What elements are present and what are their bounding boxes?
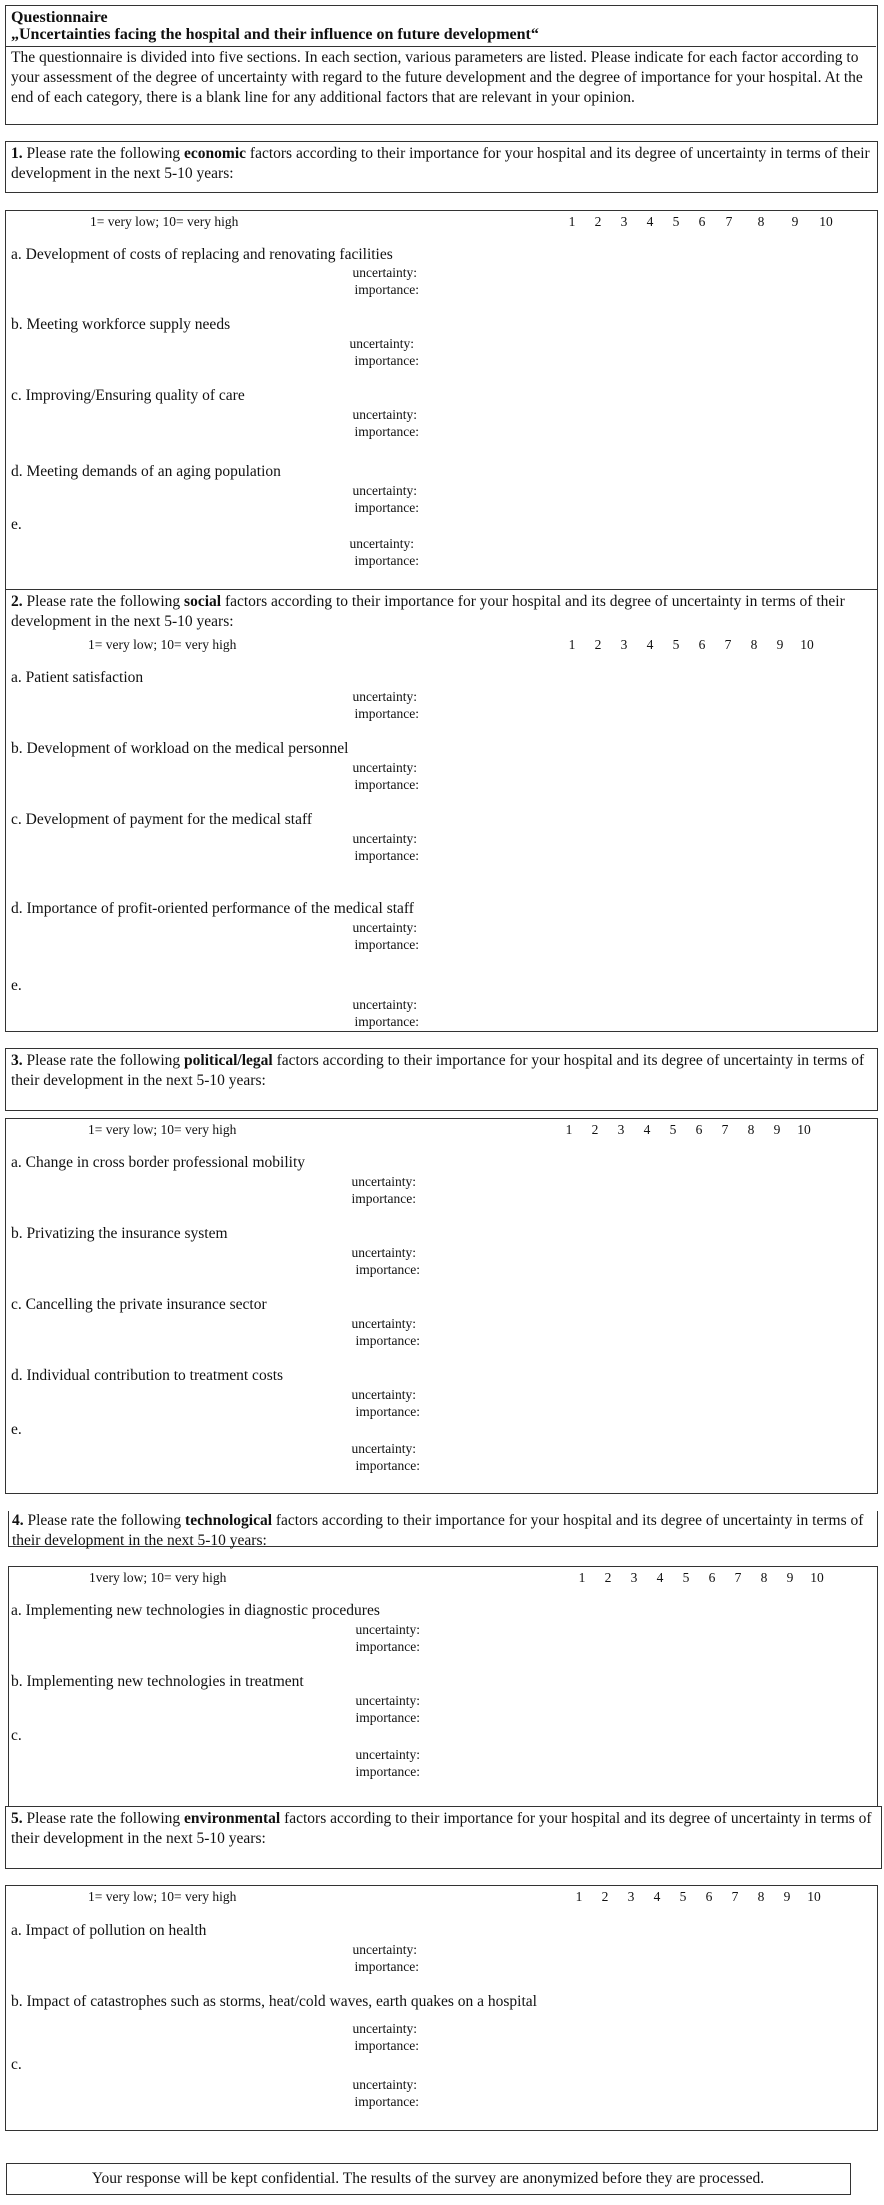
scale-number: 2 xyxy=(601,1889,609,1904)
uncertainty-label: uncertainty: xyxy=(351,1245,416,1260)
section-5-prompt-box xyxy=(5,1806,882,1869)
scale-number: 10 xyxy=(800,637,814,652)
scale-number: 2 xyxy=(604,1570,612,1585)
scale-number: 9 xyxy=(773,1122,781,1137)
factor-item-blank: c. xyxy=(11,1727,22,1744)
importance-label: importance: xyxy=(354,353,419,368)
uncertainty-label: uncertainty: xyxy=(351,1316,416,1331)
importance-label: importance: xyxy=(355,1262,420,1277)
importance-label: importance: xyxy=(354,2038,419,2053)
factor-item: b. Privatizing the insurance system xyxy=(11,1225,228,1242)
scale-number: 5 xyxy=(682,1570,690,1585)
section-number: 4. xyxy=(12,1512,24,1529)
scale-number: 10 xyxy=(810,1570,824,1585)
uncertainty-label: uncertainty: xyxy=(352,831,417,846)
uncertainty-label: uncertainty: xyxy=(352,407,417,422)
scale-numbers xyxy=(566,1889,828,1905)
scale-number: 1 xyxy=(575,1889,583,1904)
uncertainty-label: uncertainty: xyxy=(352,760,417,775)
importance-label: importance: xyxy=(354,500,419,515)
uncertainty-label: uncertainty: xyxy=(352,997,417,1012)
scale-number: 4 xyxy=(646,637,654,652)
factor-item: b. Implementing new technologies in treatment xyxy=(11,1673,304,1690)
importance-label: importance: xyxy=(354,1014,419,1029)
scale-number: 7 xyxy=(724,637,732,652)
factor-item: a. Impact of pollution on health xyxy=(11,1922,207,1939)
scale-number: 6 xyxy=(695,1122,703,1137)
scale-number: 10 xyxy=(797,1122,811,1137)
scale-number: 3 xyxy=(627,1889,635,1904)
scale-number: 1 xyxy=(578,1570,586,1585)
uncertainty-label: uncertainty: xyxy=(351,1441,416,1456)
factor-item-blank: e. xyxy=(11,977,22,994)
section-4-items-box xyxy=(8,1566,878,1806)
section-3-items-box xyxy=(5,1118,878,1494)
factor-item: b. Development of workload on the medical personnel xyxy=(11,740,349,757)
section-5-items-box xyxy=(5,1885,878,2131)
scale-number: 8 xyxy=(747,1122,755,1137)
factor-item: a. Change in cross border professional mobility xyxy=(11,1154,306,1171)
importance-label: importance: xyxy=(355,1764,420,1779)
scale-number: 9 xyxy=(776,637,784,652)
section-1-prompt-box xyxy=(5,141,878,193)
importance-label: importance: xyxy=(354,282,419,297)
scale-number: 6 xyxy=(705,1889,713,1904)
scale-label: 1very low; 10= very high xyxy=(89,1570,227,1585)
factor-item: d. Importance of profit-oriented performance of the medical staff xyxy=(11,900,414,917)
section-3-prompt-box xyxy=(5,1048,878,1111)
scale-number: 5 xyxy=(679,1889,687,1904)
scale-number: 10 xyxy=(819,214,833,229)
section-number: 3. xyxy=(11,1052,23,1069)
importance-label: importance: xyxy=(354,848,419,863)
uncertainty-label: uncertainty: xyxy=(352,483,417,498)
section-2-items-box xyxy=(5,636,878,1032)
uncertainty-label: uncertainty: xyxy=(355,1747,420,1762)
section-3-prompt xyxy=(11,1051,873,1091)
section-category: social xyxy=(184,593,222,610)
scale-number: 7 xyxy=(725,214,733,229)
section-4-prompt xyxy=(12,1511,876,1551)
prompt-text: Please rate the following xyxy=(22,145,185,162)
uncertainty-label: uncertainty: xyxy=(352,265,417,280)
prompt-text: factors according to their importance for your hospital and its degree of uncertainty in terms of their development in the next 5-10 years: xyxy=(11,1052,865,1089)
section-1-items-box xyxy=(5,210,878,590)
importance-label: importance: xyxy=(355,1458,420,1473)
section-2-prompt xyxy=(11,592,873,632)
scale-number: 6 xyxy=(698,214,706,229)
scale-numbers xyxy=(559,214,841,230)
prompt-text: factors according to their importance for your hospital and its degree of uncertainty in terms of their development in the next 5-10 years: xyxy=(11,1810,872,1847)
header-box xyxy=(5,5,878,125)
factor-item: a. Development of costs of replacing and renovating facilities xyxy=(11,246,393,263)
confidentiality-note: Your response will be kept confidential. The results of the survey are anonymized before they are processed. xyxy=(91,2170,765,2187)
importance-label: importance: xyxy=(355,1404,420,1419)
scale-number: 5 xyxy=(669,1122,677,1137)
scale-numbers xyxy=(556,1122,818,1138)
section-number: 1. xyxy=(11,145,23,162)
scale-number: 3 xyxy=(620,637,628,652)
scale-number: 7 xyxy=(731,1889,739,1904)
scale-number: 1 xyxy=(568,637,576,652)
prompt-text: Please rate the following xyxy=(23,1512,186,1529)
factor-item: d. Meeting demands of an aging population xyxy=(11,463,281,480)
section-category: environmental xyxy=(184,1810,281,1827)
prompt-text: factors according to their importance for your hospital and its degree of uncertainty in terms of their development in the next 5-10 years: xyxy=(11,593,845,630)
uncertainty-label: uncertainty: xyxy=(352,2077,417,2092)
scale-number: 7 xyxy=(721,1122,729,1137)
uncertainty-label: uncertainty: xyxy=(355,1622,420,1637)
header-divider xyxy=(6,46,876,47)
factor-item: c. Cancelling the private insurance sector xyxy=(11,1296,267,1313)
importance-label: importance: xyxy=(355,1333,420,1348)
factor-item: c. Development of payment for the medical staff xyxy=(11,811,312,828)
factor-item: d. Individual contribution to treatment costs xyxy=(11,1367,284,1384)
intro-text: The questionnaire is divided into five sections. In each section, various parameters are listed. Please indicate for each factor according to your assessment of the degree of uncertainty with regard to the future development and the degree of importance for your hospital. At the end of each category, there is a blank line for any additional factors that are relevant in your opinion. xyxy=(11,49,863,106)
scale-number: 1 xyxy=(568,214,576,229)
uncertainty-label: uncertainty: xyxy=(352,689,417,704)
scale-label: 1= very low; 10= very high xyxy=(88,1122,237,1137)
factor-item: a. Patient satisfaction xyxy=(11,669,144,686)
scale-number: 3 xyxy=(620,214,628,229)
section-category: political/legal xyxy=(184,1052,273,1069)
factor-item: c. Improving/Ensuring quality of care xyxy=(11,387,245,404)
scale-number: 6 xyxy=(708,1570,716,1585)
uncertainty-label: uncertainty: xyxy=(352,920,417,935)
scale-number: 9 xyxy=(791,214,799,229)
scale-number: 2 xyxy=(594,214,602,229)
scale-number: 5 xyxy=(672,637,680,652)
scale-number: 8 xyxy=(757,1889,765,1904)
scale-number: 3 xyxy=(630,1570,638,1585)
factor-item: a. Implementing new technologies in diagnostic procedures xyxy=(11,1602,380,1619)
confidentiality-box xyxy=(6,2163,851,2195)
section-1-prompt xyxy=(11,144,871,184)
factor-item: b. Meeting workforce supply needs xyxy=(11,316,231,333)
scale-label: 1= very low; 10= very high xyxy=(90,214,239,229)
section-number: 2. xyxy=(11,593,23,610)
section-5-prompt xyxy=(11,1809,877,1849)
prompt-text: Please rate the following xyxy=(22,1810,185,1827)
importance-label: importance: xyxy=(354,553,419,568)
section-2-prompt-box xyxy=(5,589,878,637)
prompt-text: Please rate the following xyxy=(22,1052,185,1069)
section-category: economic xyxy=(184,145,247,162)
importance-label: importance: xyxy=(354,937,419,952)
scale-number: 4 xyxy=(656,1570,664,1585)
scale-number: 9 xyxy=(786,1570,794,1585)
scale-number: 8 xyxy=(760,1570,768,1585)
questionnaire-title: Questionnaire xyxy=(11,9,108,26)
scale-label: 1= very low; 10= very high xyxy=(88,637,237,652)
importance-label: importance: xyxy=(351,1191,416,1206)
uncertainty-label: uncertainty: xyxy=(352,1942,417,1957)
scale-number: 2 xyxy=(594,637,602,652)
scale-number: 6 xyxy=(698,637,706,652)
uncertainty-label: uncertainty: xyxy=(351,1174,416,1189)
uncertainty-label: uncertainty: xyxy=(349,336,414,351)
factor-item: b. Impact of catastrophes such as storms, heat/cold waves, earth quakes on a hospital xyxy=(11,1993,537,2010)
prompt-text: Please rate the following xyxy=(22,593,185,610)
scale-number: 8 xyxy=(750,637,758,652)
importance-label: importance: xyxy=(355,1710,420,1725)
factor-item-blank: c. xyxy=(11,2056,22,2073)
scale-number: 5 xyxy=(672,214,680,229)
scale-number: 1 xyxy=(565,1122,573,1137)
section-number: 5. xyxy=(11,1810,23,1827)
importance-label: importance: xyxy=(354,2094,419,2109)
factor-item-blank: e. xyxy=(11,516,22,533)
scale-number: 4 xyxy=(653,1889,661,1904)
scale-number: 3 xyxy=(617,1122,625,1137)
scale-label: 1= very low; 10= very high xyxy=(88,1889,237,1904)
importance-label: importance: xyxy=(355,1639,420,1654)
uncertainty-label: uncertainty: xyxy=(355,1693,420,1708)
uncertainty-label: uncertainty: xyxy=(349,536,414,551)
scale-numbers xyxy=(569,1570,831,1586)
scale-number: 7 xyxy=(734,1570,742,1585)
section-category: technological xyxy=(185,1512,273,1529)
scale-number: 10 xyxy=(807,1889,821,1904)
importance-label: importance: xyxy=(354,777,419,792)
scale-number: 9 xyxy=(783,1889,791,1904)
factor-item-blank: e. xyxy=(11,1421,22,1438)
questionnaire-subtitle: „Uncertainties facing the hospital and their influence on future development“ xyxy=(11,26,539,43)
uncertainty-label: uncertainty: xyxy=(352,2021,417,2036)
scale-number: 4 xyxy=(643,1122,651,1137)
scale-numbers xyxy=(559,637,821,653)
scale-number: 2 xyxy=(591,1122,599,1137)
importance-label: importance: xyxy=(354,706,419,721)
importance-label: importance: xyxy=(354,424,419,439)
prompt-text: factors according to their importance for your hospital and its degree of uncertainty in terms of their development in the next 5-10 years: xyxy=(12,1512,864,1549)
importance-label: importance: xyxy=(354,1959,419,1974)
prompt-text: factors according to their importance for your hospital and its degree of uncertainty in terms of their development in the next 5-10 years: xyxy=(11,145,870,182)
scale-number: 4 xyxy=(646,214,654,229)
section-4-prompt-box xyxy=(8,1511,878,1547)
scale-number: 8 xyxy=(757,214,765,229)
uncertainty-label: uncertainty: xyxy=(351,1387,416,1402)
